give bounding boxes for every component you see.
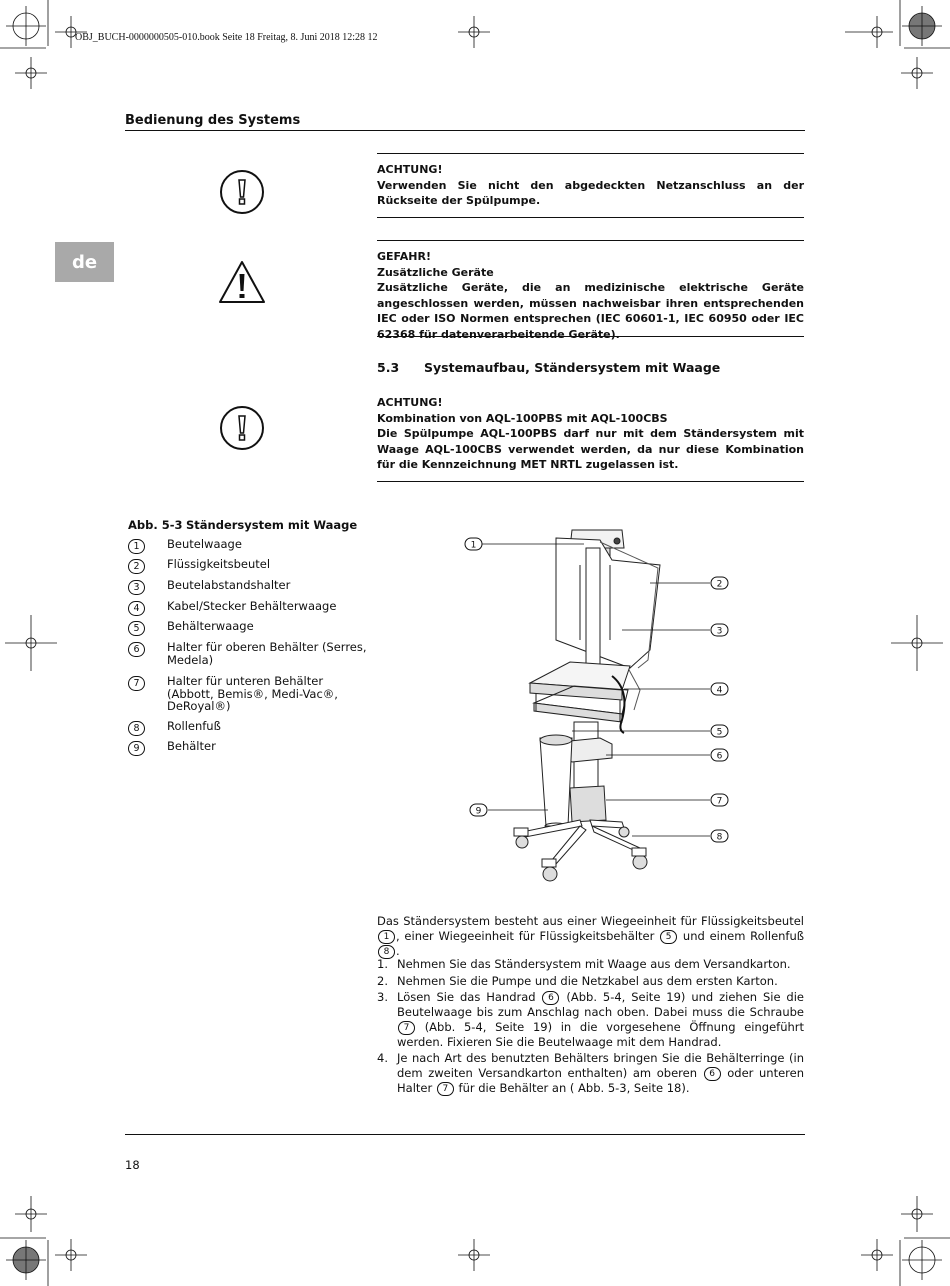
step-text: Nehmen Sie die Pumpe und die Netzkabel aus dem ersten Karton.: [397, 974, 778, 988]
note-subheading: Kombination von AQL-100PBS mit AQL-100CBS: [377, 411, 668, 425]
step-text: Nehmen Sie das Ständersystem mit Waage aus dem Versandkarton.: [397, 957, 791, 971]
step-text-part: Lösen Sie das Handrad: [397, 990, 536, 1004]
callout-number: 1: [470, 540, 477, 551]
warning-triangle-icon: [216, 258, 268, 306]
note-bottom-rule: [377, 481, 804, 482]
callout-3: [711, 624, 728, 637]
legend-number: 5: [128, 621, 145, 636]
figure-number: Abb. 5-3: [128, 518, 183, 532]
step-text-part: (Abb. 5-4, Seite 19) und ziehen Sie die Beutelwaage bis zum Anschlag nach oben. Dabei muss die Schraube: [397, 990, 804, 1019]
legend-number: 6: [128, 642, 145, 657]
legend-number: 7: [128, 676, 145, 691]
intro-text: .: [396, 944, 400, 958]
reference-number: 7: [398, 1021, 415, 1035]
legend-number: 3: [128, 580, 145, 595]
note-bottom-rule: [377, 336, 804, 337]
legend-number: 1: [128, 539, 145, 554]
note-heading: GEFAHR!: [377, 250, 432, 263]
legend-label: Flüssigkeitsbeutel: [167, 557, 271, 571]
language-tab: de: [55, 242, 114, 282]
note-top-rule: [377, 153, 804, 154]
callout-number: 9: [475, 806, 482, 817]
callout-number: 4: [716, 685, 723, 696]
callout-1: [465, 538, 482, 551]
callout-number: 6: [716, 751, 723, 762]
callout-6: [711, 749, 728, 762]
note-body: Zusätzliche Geräte, die an medizinische elektrische Geräte angeschlossen werden, müssen nachweisbar ihren entsprechenden IEC oder ISO Normen entsprechen (IEC 60601-1, IEC 60950 oder IEC 62368 für datenverarbeitende Geräte).: [377, 281, 804, 341]
reference-number: 8: [378, 945, 395, 959]
callout-number: 5: [716, 727, 723, 738]
page-header-title: Bedienung des Systems: [125, 113, 301, 128]
legend-label: Behälterwaage: [167, 619, 254, 633]
step-number: 3.: [377, 990, 388, 1004]
callout-2: [711, 577, 728, 590]
reference-number: 6: [704, 1067, 721, 1081]
reference-number: 1: [378, 930, 395, 944]
callout-number: 8: [716, 832, 723, 843]
exclamation-circle-icon: [218, 168, 266, 216]
callout-8: [711, 830, 728, 843]
page-number: 18: [125, 1158, 140, 1172]
print-info-line: OBJ_BUCH-0000000505-010.book Seite 18 Freitag, 8. Juni 2018 12:28 12: [75, 32, 378, 43]
note-caution-1: [377, 162, 804, 209]
reference-number: 5: [660, 930, 677, 944]
note-danger: [377, 249, 804, 342]
callout-4: [711, 683, 728, 696]
section-heading: [377, 360, 720, 375]
note-heading: ACHTUNG!: [377, 396, 443, 409]
legend-label: Kabel/Stecker Behälterwaage: [167, 599, 337, 613]
note-top-rule: [377, 240, 804, 241]
step-number: 1.: [377, 957, 388, 971]
section-number: 5.3: [377, 360, 400, 375]
intro-text: , einer Wiegeeinheit für Flüssigkeitsbehälter: [396, 929, 655, 943]
legend-label: Rollenfuß: [167, 719, 221, 733]
callout-number: 3: [716, 626, 723, 637]
step-text-part: oder unteren Halter: [397, 1066, 805, 1095]
callout-7: [711, 794, 728, 807]
callout-number: 2: [716, 579, 723, 590]
note-body: Die Spülpumpe AQL-100PBS darf nur mit dem Ständersystem mit Waage AQL-100CBS verwendet werden, da nur diese Kombination für die Kennzeichnung MET NRTL zugelassen ist.: [377, 427, 804, 471]
callout-5: [711, 725, 728, 738]
step-text: [397, 990, 804, 1050]
legend-label: Halter für unteren Behälter (Abbott, Bemis®, Medi-Vac®, DeRoyal®): [167, 674, 338, 713]
legend-label: Halter für oberen Behälter (Serres, Medela): [167, 640, 367, 667]
note-heading: ACHTUNG!: [377, 163, 443, 176]
step-number: 2.: [377, 974, 388, 988]
stand-system-illustration: [460, 525, 740, 890]
footer-rule: [125, 1134, 805, 1135]
legend-number: 8: [128, 721, 145, 736]
step-number: 4.: [377, 1051, 388, 1065]
note-bottom-rule: [377, 217, 804, 218]
step-text: [397, 1051, 804, 1096]
step-text-part: für die Behälter an ( Abb. 5-3, Seite 18).: [458, 1081, 690, 1095]
legend-number: 9: [128, 741, 145, 756]
legend-label: Beutelwaage: [167, 537, 242, 551]
legend-number: 2: [128, 559, 145, 574]
reference-number: 7: [437, 1082, 454, 1096]
reference-number: 6: [542, 991, 559, 1005]
step-text-part: Je nach Art des benutzten Behälters bringen Sie die Behälterringe (in dem zweiten Versandkarton enthalten) am oberen: [397, 1051, 804, 1080]
step-text-part: (Abb. 5-4, Seite 19) in die vorgesehene Öffnung eingeführt werden. Fixieren Sie die Beutelwaage mit dem Handrad.: [397, 1020, 805, 1049]
legend-label: Beutelabstandshalter: [167, 578, 291, 592]
intro-paragraph: [377, 914, 804, 959]
note-caution-2: [377, 395, 804, 473]
callout-9: [470, 804, 487, 817]
exclamation-circle-icon: [218, 404, 266, 452]
note-body: Verwenden Sie nicht den abgedeckten Netzanschluss an der Rückseite der Spülpumpe.: [377, 178, 804, 207]
figure-caption: [128, 518, 357, 532]
note-subheading: Zusätzliche Geräte: [377, 265, 494, 279]
legend-label: Behälter: [167, 739, 216, 753]
intro-text: und einem Rollenfuß: [682, 929, 805, 943]
legend-number: 4: [128, 601, 145, 616]
callout-number: 7: [716, 796, 723, 807]
header-rule: [125, 130, 805, 131]
section-title: Systemaufbau, Ständersystem mit Waage: [424, 360, 721, 375]
figure-title: Ständersystem mit Waage: [186, 518, 358, 532]
intro-text: Das Ständersystem besteht aus einer Wiegeeinheit für Flüssigkeitsbeutel: [377, 914, 804, 928]
